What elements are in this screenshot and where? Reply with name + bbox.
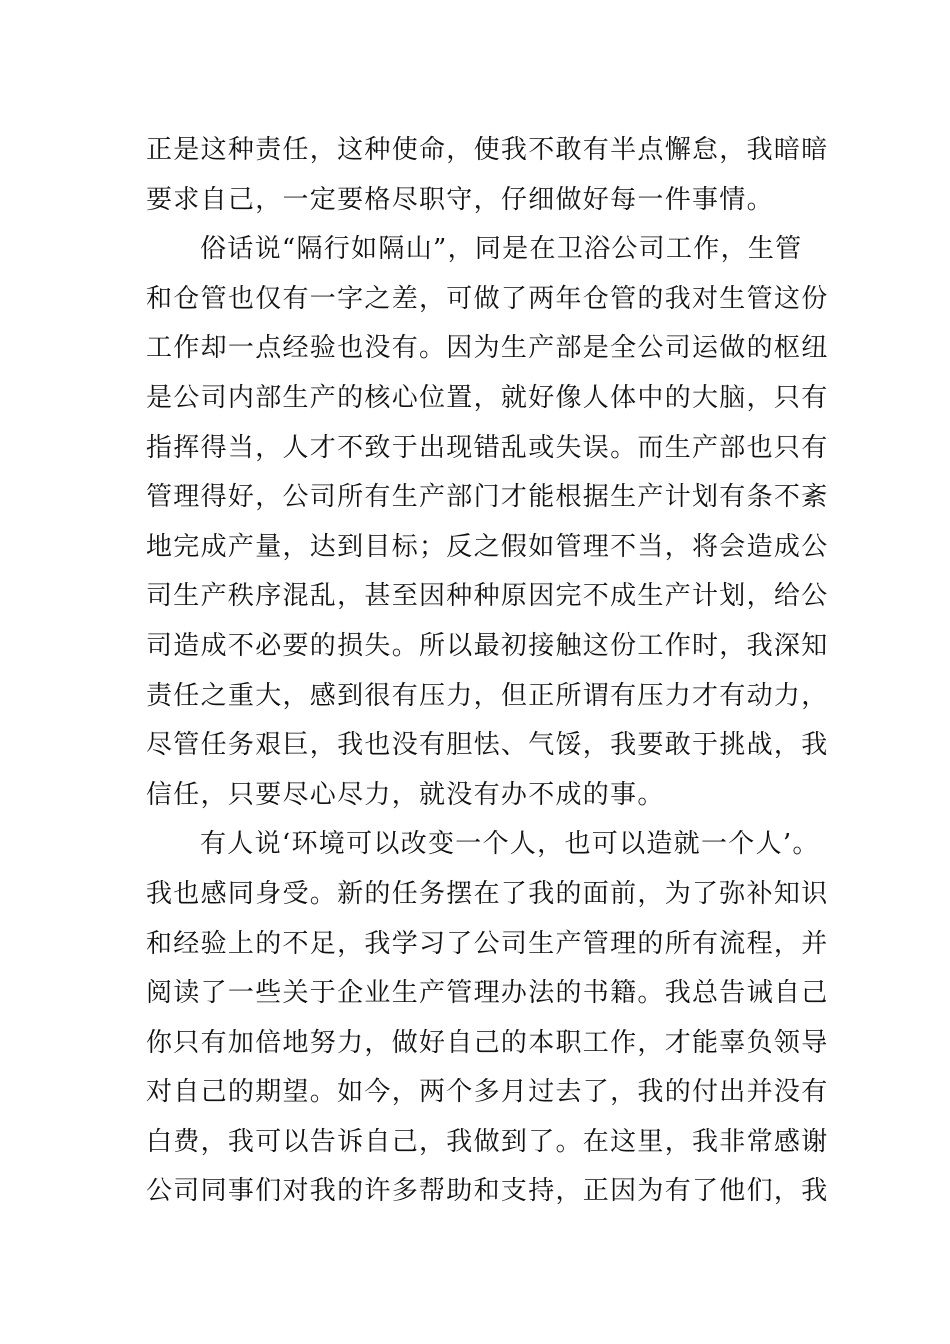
text-line: 司生产秩序混乱，甚至因种种原因完不成生产计划，给公 <box>146 581 829 612</box>
text-line: 指挥得当，人才不致于出现错乱或失误。而生产部也只有 <box>146 432 829 463</box>
paragraph-start-line: 有人说‘环境可以改变一个人，也可以造就一个人’。 <box>200 829 820 860</box>
text-line: 阅读了一些关于企业生产管理办法的书籍。我总告诫自己 <box>146 978 829 1009</box>
text-line: 工作却一点经验也没有。因为生产部是全公司运做的枢纽 <box>146 333 829 364</box>
text-line: 对自己的期望。如今，两个多月过去了，我的付出并没有 <box>146 1077 829 1108</box>
text-line: 正是这种责任，这种使命，使我不敢有半点懈怠，我暗暗 <box>146 135 829 165</box>
text-line: 地完成产量，达到目标；反之假如管理不当，将会造成公 <box>146 531 829 562</box>
text-line: 你只有加倍地努力，做好自己的本职工作，才能辜负领导 <box>146 1027 829 1058</box>
text-line: 司造成不必要的损失。所以最初接触这份工作时，我深知 <box>146 630 829 661</box>
text-line: 尽管任务艰巨，我也没有胆怯、气馁，我要敢于挑战，我 <box>146 730 829 761</box>
text-line: 是公司内部生产的核心位置，就好像人体中的大脑，只有 <box>146 382 829 413</box>
text-line: 和仓管也仅有一字之差，可做了两年仓管的我对生管这份 <box>146 283 829 314</box>
text-line: 公司同事们对我的许多帮助和支持，正因为有了他们，我 <box>146 1176 829 1207</box>
text-line: 我也感同身受。新的任务摆在了我的面前，为了弥补知识 <box>146 878 829 909</box>
text-line: 责任之重大，感到很有压力，但正所谓有压力才有动力， <box>146 680 829 711</box>
text-line: 要求自己，一定要格尽职守，仔细做好每一件事情。 <box>146 184 774 215</box>
text-line: 白费，我可以告诉自己，我做到了。在这里，我非常感谢 <box>146 1126 829 1157</box>
body-text <box>146 126 829 1217</box>
paragraph-start-line: 俗话说“隔行如隔山”，同是在卫浴公司工作，生管 <box>200 234 803 265</box>
text-line: 信任，只要尽心尽力，就没有办不成的事。 <box>146 779 665 810</box>
text-line: 和经验上的不足，我学习了公司生产管理的所有流程，并 <box>146 928 829 959</box>
text-line: 管理得好，公司所有生产部门才能根据生产计划有条不紊 <box>146 482 829 513</box>
